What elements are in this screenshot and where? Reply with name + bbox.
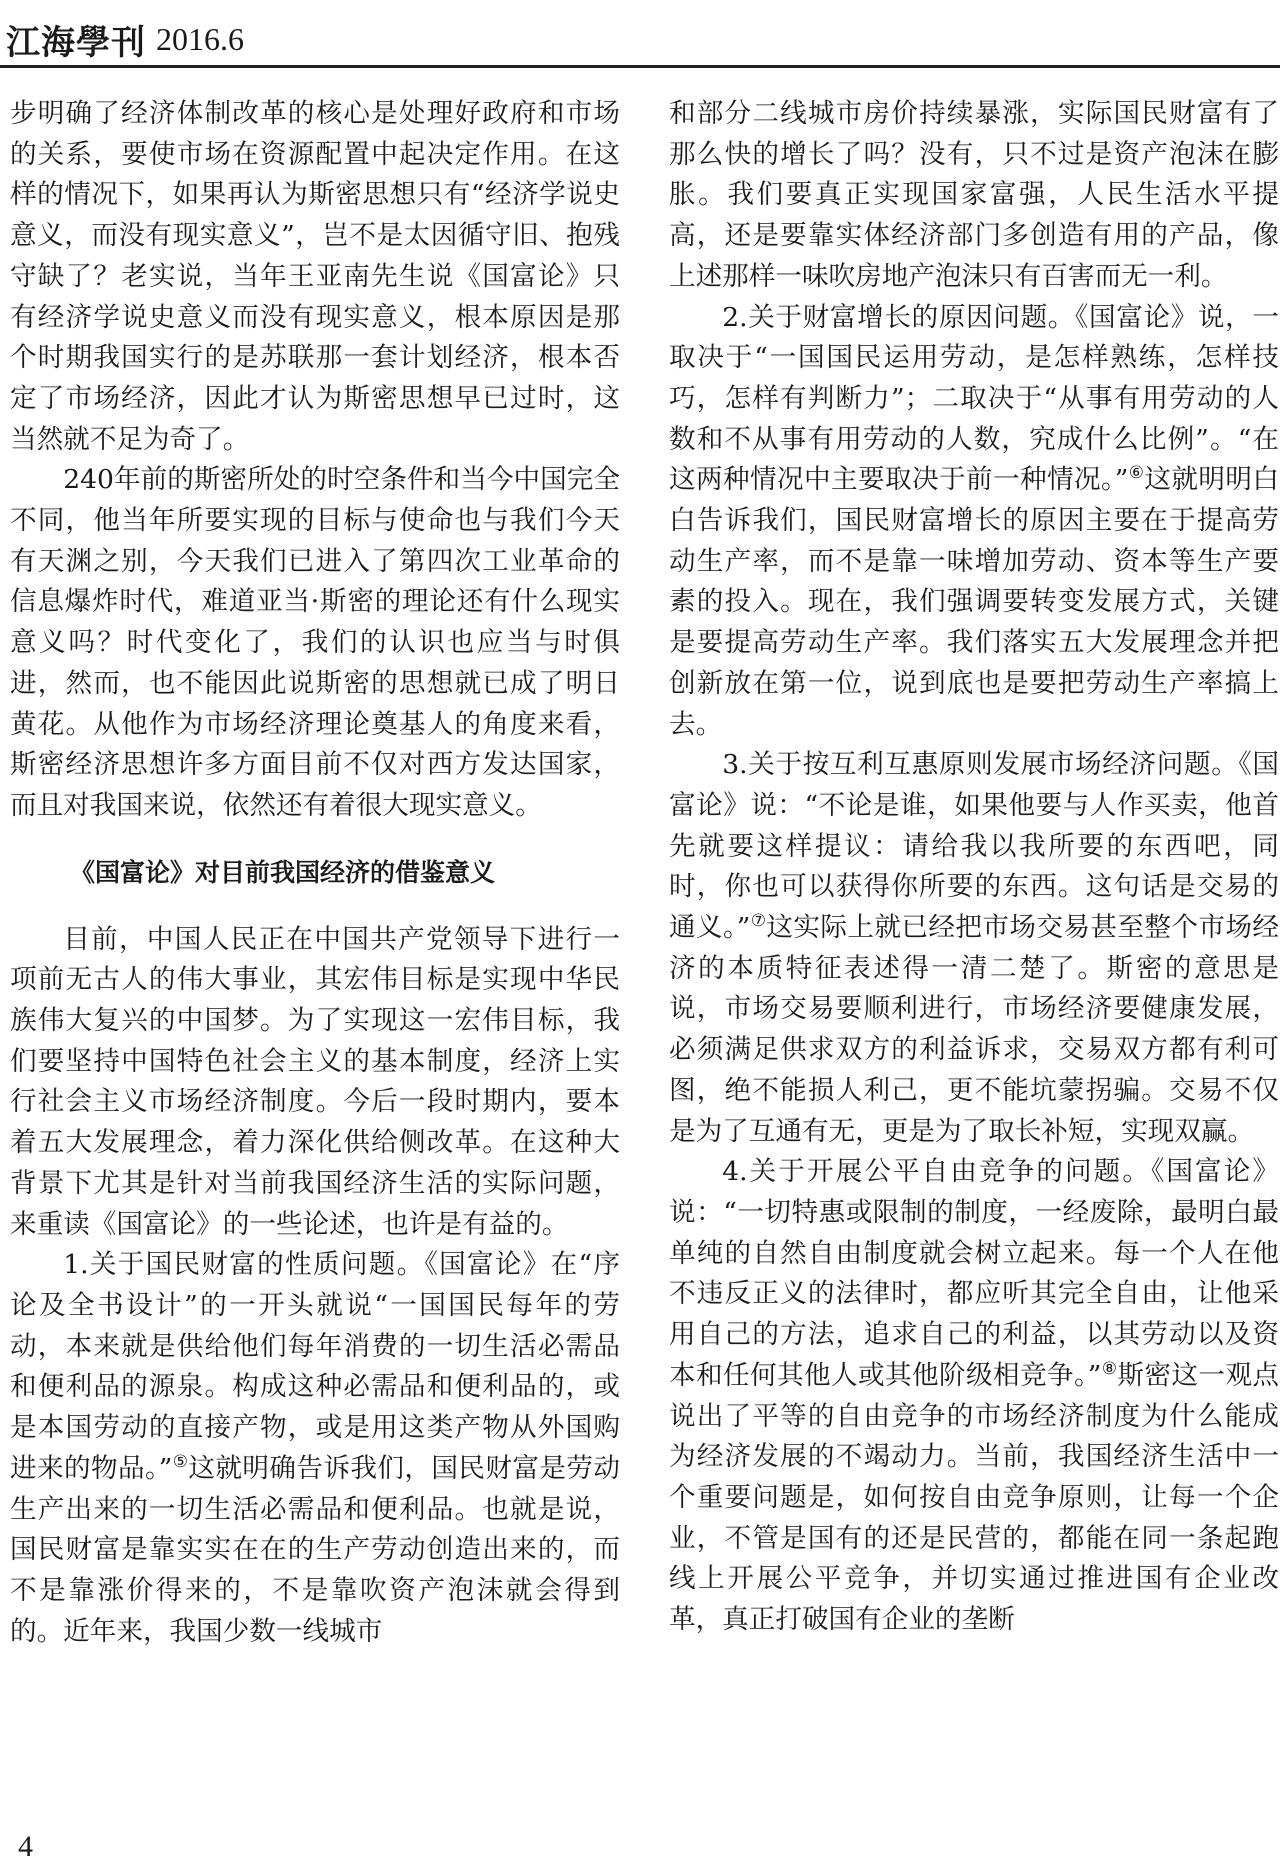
paragraph-text: 斯密这一观点说出了平等的自由竞争的市场经济制度为什么能成为经济发展的不竭动力。当前，我国经济生活中一个重要问题是，如何按自由竞争原则，让每一个企业，不管是国有的还是民营的，都能在同一条起跑线上开展公平竞争，并切实通过推进国有企业改革，真正打破国有企业的垄断 — [669, 1359, 1279, 1636]
paragraph — [669, 1152, 1279, 1640]
paragraph-text: 这实际上就已经把市场交易甚至整个市场经济的本质特征表述得一清二楚了。斯密的意思是说，市场交易要顺利进行，市场经济要健康发展，必须满足供求双方的利益诉求，交易双方都有利可图，绝不能损人利己，更不能坑蒙拐骗。交易不仅是为了互通有无，更是为了取长补短，实现双赢。 — [669, 912, 1280, 1147]
left-column — [10, 94, 620, 1652]
footnote-marker: ⑤ — [172, 1451, 189, 1472]
footnote-marker: ⑧ — [1101, 1358, 1118, 1379]
paragraph-text: 1.关于国民财富的性质问题。《国富论》在“序论及全书设计”的一开头就说“一国国民每年的劳动，本来就是供给他们每年消费的一切生活必需品和便利品的源泉。构成这种必需品和便利品的，或是本国劳动的直接产物，或是用这类产物从外国购进来的物品。” — [10, 1249, 620, 1484]
paragraph — [10, 1245, 620, 1652]
paragraph: 240年前的斯密所处的时空条件和当今中国完全不同，他当年所要实现的目标与使命也与我们今天有天渊之别，今天我们已进入了第四次工业革命的信息爆炸时代，难道亚当·斯密的理论还有什么现实意义吗？时代变化了，我们的认识也应当与时俱进，然而，也不能因此说斯密的思想就已成了明日黄花。从他作为市场经济理论奠基人的角度来看，斯密经济思想许多方面目前不仅对西方发达国家，而且对我国来说，依然还有着很大现实意义。 — [10, 464, 620, 821]
footnote-marker: ⑦ — [750, 911, 767, 932]
paragraph-text: 4.关于开展公平自由竞争的问题。《国富论》说：“一切特惠或限制的制度，一经废除，最明白最单纯的自然自由制度就会树立起来。每一个人在他不违反正义的法律时，都应听其完全自由，让他采用自己的方法，追求自己的利益，以其劳动以及资本和任何其他人或其他阶级相竞争。” — [669, 1156, 1279, 1391]
issue-number: 2016.6 — [156, 20, 244, 57]
page-number: 4 — [18, 1830, 33, 1863]
journal-name: 江海學刊 — [6, 22, 146, 63]
paragraph: 目前，中国人民正在中国共产党领导下进行一项前无古人的伟大事业，其宏伟目标是实现中华民族伟大复兴的中国梦。为了实现这一宏伟目标，我们要坚持中国特色社会主义的基本制度，经济上实行社会主义市场经济制度。今后一段时期内，要本着五大发展理念，着力深化供给侧改革。在这种大背景下尤其是针对当前我国经济生活的实际问题，来重读《国富论》的一些论述，也许是有益的。 — [10, 923, 620, 1240]
paragraph — [669, 298, 1279, 746]
section-heading: 《国富论》对目前我国经济的借鉴意义 — [70, 857, 496, 887]
paragraph: 步明确了经济体制改革的核心是处理好政府和市场的关系，要使市场在资源配置中起决定作用。在这样的情况下，如果再认为斯密思想只有“经济学说史意义，而没有现实意义”，岂不是太因循守旧、抱残守缺了？老实说，当年王亚南先生说《国富论》只有经济学说史意义而没有现实意义，根本原因是那个时期我国实行的是苏联那一套计划经济，根本否定了市场经济，因此才认为斯密思想早已过时，这当然就不足为奇了。 — [10, 98, 620, 455]
paragraph: 和部分二线城市房价持续暴涨，实际国民财富有了那么快的增长了吗？没有，只不过是资产泡沫在膨胀。我们要真正实现国家富强，人民生活水平提高，还是要靠实体经济部门多创造有用的产品，像上述那样一味吹房地产泡沫只有百害而无一利。 — [669, 98, 1279, 292]
paragraph-text: 2.关于财富增长的原因问题。《国富论》说，一取决于“一国国民运用劳动，是怎样熟练，怎样技巧，怎样有判断力”；二取决于“从事有用劳动的人数和不从事有用劳动的人数，究成什么比例”。“在这两种情况中主要取决于前一种情况。” — [669, 301, 1279, 496]
header-rule — [0, 65, 1280, 68]
right-column — [669, 94, 1279, 1641]
paragraph-text: 这就明明白白告诉我们，国民财富增长的原因主要在于提高劳动生产率，而不是靠一味增加劳动、资本等生产要素的投入。现在，我们强调要转变发展方式，关键是要提高劳动生产率。我们落实五大发展理念并把创新放在第一位，说到底也是要把劳动生产率搞上去。 — [669, 464, 1280, 740]
footnote-marker: ⑥ — [1128, 463, 1145, 484]
paragraph-text: 3.关于按互利互惠原则发展市场经济问题。《国富论》说：“不论是谁，如果他要与人作买卖，他首先就要这样提议：请给我以我所要的东西吧，同时，你也可以获得你所要的东西。这句话是交易的通义。” — [669, 749, 1279, 944]
paragraph — [669, 745, 1279, 1152]
running-header — [6, 14, 244, 64]
paragraph-text: 这就明确告诉我们，国民财富是劳动生产出来的一切生活必需品和便利品。也就是说，国民财富是靠实实在在的生产劳动创造出来的，而不是靠涨价得来的，不是靠吹资产泡沫就会得到的。近年来，我国少数一线城市 — [10, 1452, 620, 1647]
